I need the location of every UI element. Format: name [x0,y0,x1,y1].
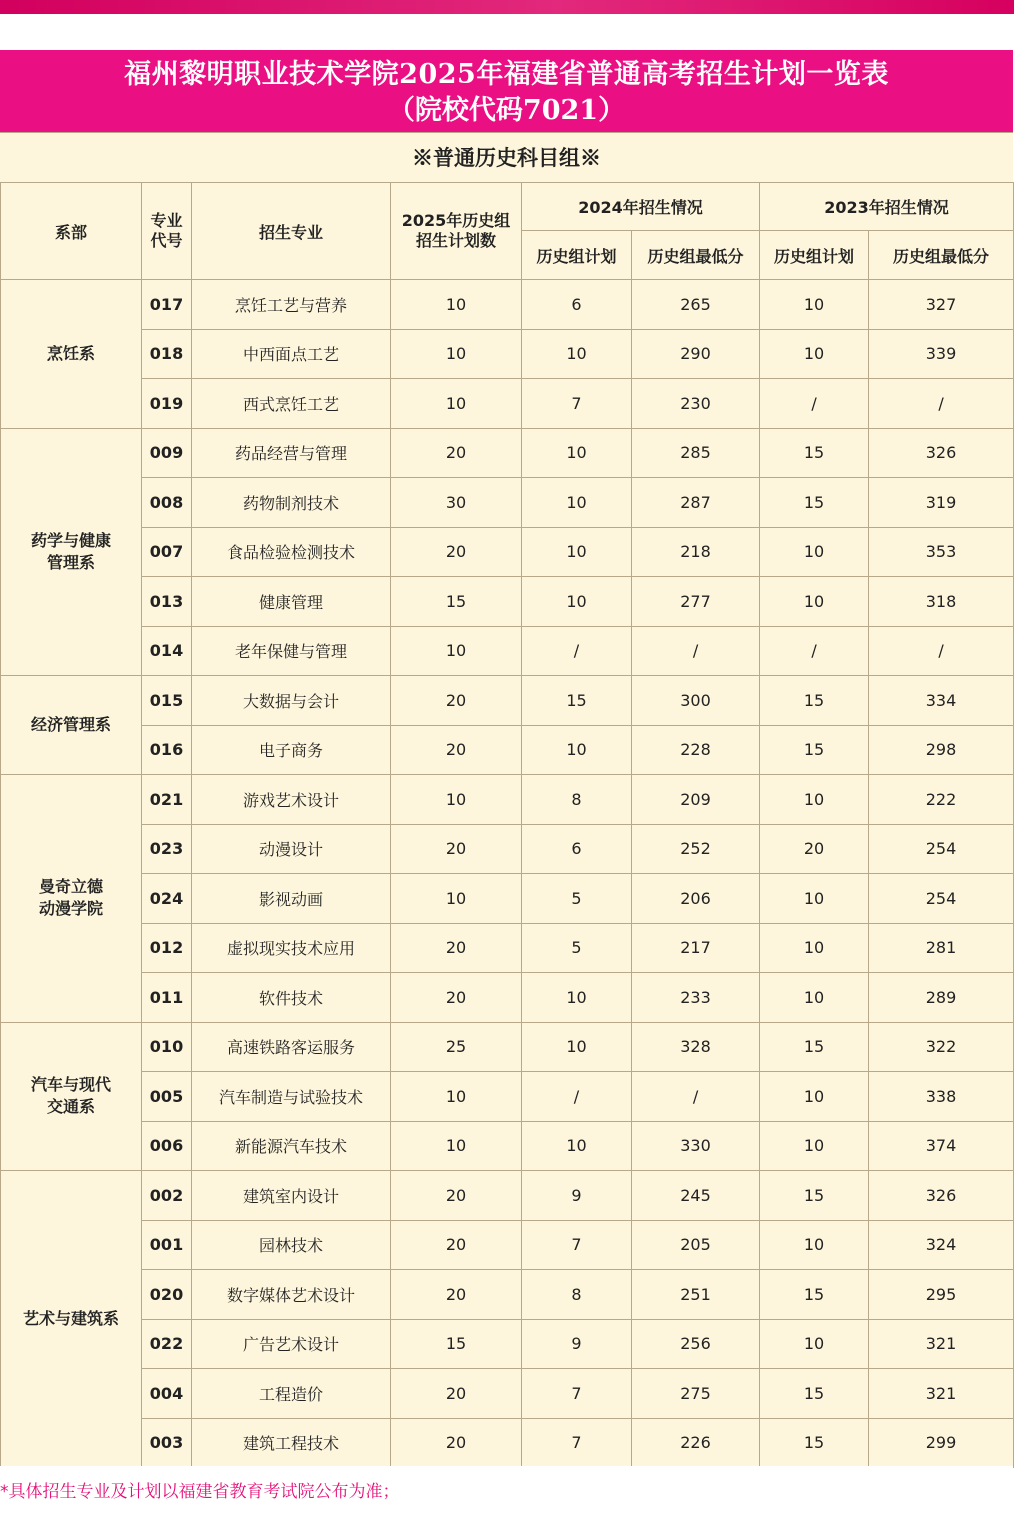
major-code: 004 [142,1369,192,1419]
major-code: 018 [142,329,192,379]
plan-2024: 5 [522,874,632,924]
major-name: 中西面点工艺 [192,329,391,379]
plan-2025: 20 [391,824,522,874]
plan-2023: 10 [760,329,869,379]
table-row [1,775,1014,825]
plan-2023: 20 [760,824,869,874]
header-2024-min: 历史组最低分 [632,231,760,280]
plan-2024: 7 [522,1369,632,1419]
major-name: 药品经营与管理 [192,428,391,478]
major-name: 数字媒体艺术设计 [192,1270,391,1320]
plan-2024: 7 [522,379,632,429]
header-dept: 系部 [1,183,142,280]
major-code: 005 [142,1072,192,1122]
dept-name: 曼奇立德动漫学院 [39,877,104,919]
major-code: 022 [142,1319,192,1369]
min-score-2024: 265 [632,280,760,330]
major-code: 008 [142,478,192,528]
table-row [1,676,1014,726]
table-row [1,824,1014,874]
header-major: 招生专业 [192,183,391,280]
min-score-2024: 277 [632,577,760,627]
header-2024: 2024年招生情况 [522,183,760,231]
dept-name: 烹饪系 [46,343,95,363]
plan-2025: 20 [391,1369,522,1419]
table-row [1,626,1014,676]
plan-2024: / [522,1072,632,1122]
min-score-2024: 230 [632,379,760,429]
major-name: 工程造价 [192,1369,391,1419]
table-row [1,1220,1014,1270]
plan-2025: 15 [391,577,522,627]
plan-2023: 15 [760,478,869,528]
header-2023-min: 历史组最低分 [869,231,1014,280]
major-code: 020 [142,1270,192,1320]
plan-2023: 15 [760,428,869,478]
plan-2024: 10 [522,725,632,775]
enrollment-table [0,182,1014,1468]
table-row [1,1319,1014,1369]
plan-2025: 10 [391,1121,522,1171]
min-score-2024: 285 [632,428,760,478]
dept-cell [1,1171,142,1468]
min-score-2024: 275 [632,1369,760,1419]
plan-2023: 15 [760,1171,869,1221]
plan-2024: 9 [522,1171,632,1221]
plan-2025: 20 [391,1220,522,1270]
major-code: 024 [142,874,192,924]
plan-2024: 6 [522,280,632,330]
major-code: 007 [142,527,192,577]
plan-2023: / [760,379,869,429]
min-score-2023: 281 [869,923,1014,973]
enrollment-plan-sheet [0,50,1013,1516]
plan-2025: 10 [391,280,522,330]
plan-2023: 10 [760,874,869,924]
plan-2023: / [760,626,869,676]
major-name: 园林技术 [192,1220,391,1270]
table-row [1,1022,1014,1072]
plan-2025: 20 [391,428,522,478]
dept-name: 经济管理系 [30,715,111,734]
min-score-2024: 217 [632,923,760,973]
major-code: 011 [142,973,192,1023]
min-score-2023: 318 [869,577,1014,627]
plan-2023: 10 [760,1121,869,1171]
plan-2024: 7 [522,1220,632,1270]
top-accent-bar [0,0,1014,14]
plan-2025: 10 [391,379,522,429]
plan-2024: 6 [522,824,632,874]
min-score-2024: 206 [632,874,760,924]
major-code: 019 [142,379,192,429]
plan-2024: / [522,626,632,676]
plan-2025: 10 [391,626,522,676]
major-name: 新能源汽车技术 [192,1121,391,1171]
min-score-2024: 228 [632,725,760,775]
major-code: 013 [142,577,192,627]
dept-cell [1,676,142,775]
min-score-2024: 330 [632,1121,760,1171]
dept-cell [1,775,142,1023]
plan-2025: 10 [391,329,522,379]
table-row [1,1121,1014,1171]
header-row [1,183,1014,231]
plan-2025: 25 [391,1022,522,1072]
min-score-2024: 256 [632,1319,760,1369]
min-score-2024: 205 [632,1220,760,1270]
plan-2023: 15 [760,1369,869,1419]
major-name: 软件技术 [192,973,391,1023]
dept-name: 药学与健康管理系 [31,530,112,572]
plan-2024: 8 [522,775,632,825]
plan-2024: 7 [522,1418,632,1468]
plan-2025: 20 [391,1418,522,1468]
major-name: 汽车制造与试验技术 [192,1072,391,1122]
min-score-2023: 353 [869,527,1014,577]
min-score-2023: 327 [869,280,1014,330]
header-code-text: 专业代号 [150,211,183,250]
dept-cell [1,1022,142,1171]
table-row [1,973,1014,1023]
table-row [1,1369,1014,1419]
major-name: 健康管理 [192,577,391,627]
min-score-2024: 209 [632,775,760,825]
min-score-2023: 322 [869,1022,1014,1072]
major-code: 021 [142,775,192,825]
min-score-2024: 218 [632,527,760,577]
major-name: 游戏艺术设计 [192,775,391,825]
major-code: 003 [142,1418,192,1468]
plan-2023: 15 [760,1022,869,1072]
major-code: 016 [142,725,192,775]
subject-group-label: ※普通历史科目组※ [0,132,1013,182]
plan-2024: 10 [522,973,632,1023]
plan-2023: 10 [760,1220,869,1270]
plan-2025: 20 [391,725,522,775]
plan-2025: 20 [391,923,522,973]
plan-2024: 10 [522,577,632,627]
major-name: 食品检验检测技术 [192,527,391,577]
plan-2023: 10 [760,775,869,825]
header-2023-plan: 历史组计划 [760,231,869,280]
plan-2023: 15 [760,676,869,726]
table-row [1,1270,1014,1320]
table-row [1,923,1014,973]
major-code: 006 [142,1121,192,1171]
min-score-2023: 321 [869,1369,1014,1419]
table-row [1,725,1014,775]
dept-name: 汽车与现代交通系 [31,1075,112,1117]
major-code: 001 [142,1220,192,1270]
min-score-2023: 338 [869,1072,1014,1122]
plan-2024: 8 [522,1270,632,1320]
plan-2025: 10 [391,874,522,924]
min-score-2024: 328 [632,1022,760,1072]
min-score-2023: 326 [869,1171,1014,1221]
table-row [1,1171,1014,1221]
min-score-2023: 326 [869,428,1014,478]
min-score-2024: 252 [632,824,760,874]
plan-2023: 15 [760,725,869,775]
min-score-2023: / [869,379,1014,429]
major-name: 建筑工程技术 [192,1418,391,1468]
major-name: 虚拟现实技术应用 [192,923,391,973]
header-2024-plan: 历史组计划 [522,231,632,280]
header-plan-2025 [391,183,522,280]
plan-2024: 10 [522,1121,632,1171]
min-score-2023: 289 [869,973,1014,1023]
table-row [1,577,1014,627]
min-score-2024: / [632,626,760,676]
min-score-2024: 287 [632,478,760,528]
major-name: 电子商务 [192,725,391,775]
plan-2024: 5 [522,923,632,973]
min-score-2023: 324 [869,1220,1014,1270]
plan-2023: 10 [760,973,869,1023]
major-code: 015 [142,676,192,726]
plan-2024: 15 [522,676,632,726]
plan-2025: 20 [391,1171,522,1221]
min-score-2024: / [632,1072,760,1122]
dept-cell [1,280,142,429]
plan-2025: 20 [391,1270,522,1320]
plan-2024: 10 [522,478,632,528]
min-score-2023: / [869,626,1014,676]
major-code: 010 [142,1022,192,1072]
table-row [1,329,1014,379]
major-code: 012 [142,923,192,973]
min-score-2023: 298 [869,725,1014,775]
header-code [142,183,192,280]
min-score-2023: 319 [869,478,1014,528]
plan-2024: 10 [522,1022,632,1072]
min-score-2024: 226 [632,1418,760,1468]
min-score-2024: 251 [632,1270,760,1320]
plan-2025: 20 [391,973,522,1023]
min-score-2023: 374 [869,1121,1014,1171]
major-name: 动漫设计 [192,824,391,874]
major-name: 西式烹饪工艺 [192,379,391,429]
plan-2024: 9 [522,1319,632,1369]
min-score-2024: 300 [632,676,760,726]
major-name: 建筑室内设计 [192,1171,391,1221]
plan-2024: 10 [522,329,632,379]
plan-2025: 15 [391,1319,522,1369]
header-2023: 2023年招生情况 [760,183,1014,231]
min-score-2023: 222 [869,775,1014,825]
table-body [1,183,1014,1468]
major-name: 药物制剂技术 [192,478,391,528]
table-row [1,280,1014,330]
min-score-2023: 254 [869,874,1014,924]
page-title: 福州黎明职业技术学院2025年福建省普通高考招生计划一览表 [124,59,889,90]
plan-2023: 15 [760,1270,869,1320]
major-code: 014 [142,626,192,676]
title-banner [0,50,1013,132]
min-score-2023: 295 [869,1270,1014,1320]
table-row [1,428,1014,478]
plan-2024: 10 [522,527,632,577]
plan-2025: 10 [391,1072,522,1122]
dept-name: 艺术与建筑系 [22,1309,119,1328]
plan-2023: 10 [760,1319,869,1369]
major-code: 017 [142,280,192,330]
plan-2023: 15 [760,1418,869,1468]
major-name: 大数据与会计 [192,676,391,726]
plan-2023: 10 [760,280,869,330]
major-name: 高速铁路客运服务 [192,1022,391,1072]
min-score-2024: 233 [632,973,760,1023]
table-row [1,1418,1014,1468]
major-name: 老年保健与管理 [192,626,391,676]
min-score-2023: 334 [869,676,1014,726]
table-row [1,527,1014,577]
min-score-2023: 339 [869,329,1014,379]
table-row [1,874,1014,924]
table-row [1,379,1014,429]
major-name: 影视动画 [192,874,391,924]
header-plan-2025-text: 2025年历史组招生计划数 [401,211,511,250]
min-score-2024: 245 [632,1171,760,1221]
min-score-2023: 321 [869,1319,1014,1369]
major-code: 023 [142,824,192,874]
table-row [1,1072,1014,1122]
plan-2023: 10 [760,577,869,627]
major-code: 009 [142,428,192,478]
plan-2025: 30 [391,478,522,528]
dept-cell [1,428,142,676]
min-score-2024: 290 [632,329,760,379]
institution-code: （院校代码7021） [387,95,626,126]
footnote: *具体招生专业及计划以福建省教育考试院公布为准； [0,1466,1013,1516]
table-row [1,478,1014,528]
plan-2023: 10 [760,1072,869,1122]
plan-2023: 10 [760,923,869,973]
plan-2025: 20 [391,676,522,726]
plan-2024: 10 [522,428,632,478]
plan-2025: 10 [391,775,522,825]
major-name: 烹饪工艺与营养 [192,280,391,330]
major-code: 002 [142,1171,192,1221]
plan-2025: 20 [391,527,522,577]
min-score-2023: 299 [869,1418,1014,1468]
min-score-2023: 254 [869,824,1014,874]
plan-2023: 10 [760,527,869,577]
major-name: 广告艺术设计 [192,1319,391,1369]
